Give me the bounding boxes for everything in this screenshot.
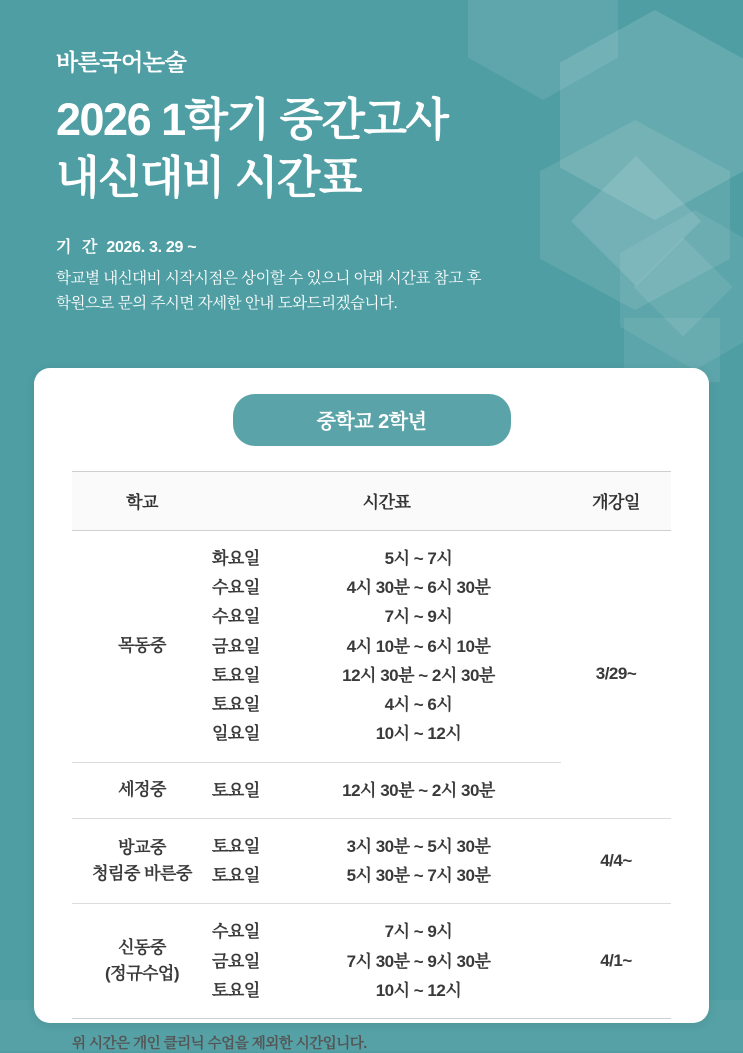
- schedule-day: 토요일: [212, 866, 260, 886]
- schedule-day: 토요일: [212, 695, 260, 715]
- school-name-line: 목동중: [118, 636, 166, 656]
- school-name-cell: [72, 531, 212, 763]
- schedule-time-row: [212, 832, 561, 861]
- schedule-time-range: 12시 30분 ~ 2시 30분: [342, 780, 495, 800]
- school-name-cell: [72, 904, 212, 1019]
- schedule-day: 화요일: [212, 549, 260, 568]
- schedule-time-row: [212, 573, 561, 602]
- school-name-line: 세정중: [118, 780, 166, 800]
- schedule-time-range: 3시 30분 ~ 5시 30분: [346, 836, 491, 856]
- schedule-time-range: 5시 ~ 7시: [384, 549, 453, 568]
- schedule-cell: [212, 531, 561, 763]
- period-row: [56, 234, 743, 257]
- schedule-time-row: [212, 917, 561, 946]
- schedule-time-row: [212, 976, 561, 1005]
- column-header-open-date: 개강일: [561, 472, 671, 531]
- notice-line-2: 학원으로 문의 주시면 자세한 안내 도와드리겠습니다.: [56, 294, 398, 312]
- schedule-time-range: 7시 30분 ~ 9시 30분: [346, 951, 491, 971]
- grade-badge: 중학교 2학년: [233, 394, 511, 446]
- open-date-cell: 4/4~: [561, 818, 671, 903]
- schedule-day: 금요일: [212, 636, 260, 656]
- column-header-schedule: 시간표: [212, 472, 561, 531]
- schedule-time-range: 5시 30분 ~ 7시 30분: [346, 866, 491, 886]
- schedule-time-row: [212, 861, 561, 890]
- schedule-time-range: 10시 ~ 12시: [375, 980, 462, 1000]
- column-header-school: 학교: [72, 472, 212, 531]
- schedule-time-row: [212, 776, 561, 805]
- period-label: 기 간: [56, 239, 101, 257]
- schedule-day: 토요일: [212, 980, 260, 1000]
- schedule-table: [72, 471, 671, 1019]
- schedule-time-range: 7시 ~ 9시: [384, 607, 453, 627]
- schedule-day: 토요일: [212, 836, 260, 856]
- period-value: 2026. 3. 29 ~: [106, 239, 197, 257]
- table-row: [72, 818, 671, 903]
- schedule-cell: [212, 762, 561, 818]
- school-name-cell: [72, 762, 212, 818]
- table-row: [72, 531, 671, 763]
- schedule-time-range: 10시 ~ 12시: [375, 724, 462, 744]
- schedule-card: [34, 368, 709, 1053]
- table-footnote: 위 시간은 개인 클리닉 수업을 제외한 시간입니다.: [72, 1036, 367, 1053]
- page-title-line-2: 내신대비 시간표: [56, 151, 361, 203]
- schedule-time-row: [212, 602, 561, 631]
- schedule-day: 토요일: [212, 665, 260, 685]
- poster-header: [0, 0, 743, 317]
- school-name-line: 방교중: [118, 837, 166, 857]
- schedule-day: 일요일: [212, 724, 260, 744]
- table-row: [72, 904, 671, 1019]
- open-date-cell: 3/29~: [561, 531, 671, 819]
- schedule-time-row: [212, 632, 561, 661]
- page-title-line-1: 2026 1학기 중간고사: [56, 94, 448, 145]
- table-header-row: [72, 472, 671, 531]
- schedule-cell: [212, 818, 561, 903]
- schedule-time-row: [212, 947, 561, 976]
- schedule-time-row: [212, 544, 561, 573]
- schedule-time-row: [212, 719, 561, 748]
- schedule-time-range: 7시 ~ 9시: [384, 922, 453, 942]
- schedule-time-range: 4시 ~ 6시: [384, 695, 453, 715]
- school-name-line: 청림중 바른중: [92, 864, 192, 884]
- schedule-day: 수요일: [212, 578, 260, 598]
- schedule-time-range: 4시 30분 ~ 6시 30분: [346, 578, 491, 598]
- schedule-cell: [212, 904, 561, 1019]
- schedule-day: 토요일: [212, 780, 260, 800]
- school-name-line: (정규수업): [104, 964, 179, 984]
- notice-text: [56, 267, 743, 317]
- schedule-day: 금요일: [212, 951, 260, 971]
- notice-line-1: 학교별 내신대비 시작시점은 상이할 수 있으니 아래 시간표 참고 후: [56, 270, 482, 288]
- schedule-day: 수요일: [212, 922, 260, 942]
- schedule-time-range: 12시 30분 ~ 2시 30분: [342, 665, 495, 685]
- school-name-line: 신동중: [118, 937, 166, 957]
- schedule-time-row: [212, 661, 561, 690]
- open-date-cell: 4/1~: [561, 904, 671, 1019]
- brand-name: 바른국어논술: [56, 49, 187, 75]
- schedule-time-range: 4시 10분 ~ 6시 10분: [346, 636, 491, 656]
- schedule-day: 수요일: [212, 607, 260, 627]
- school-name-cell: [72, 818, 212, 903]
- schedule-time-row: [212, 690, 561, 719]
